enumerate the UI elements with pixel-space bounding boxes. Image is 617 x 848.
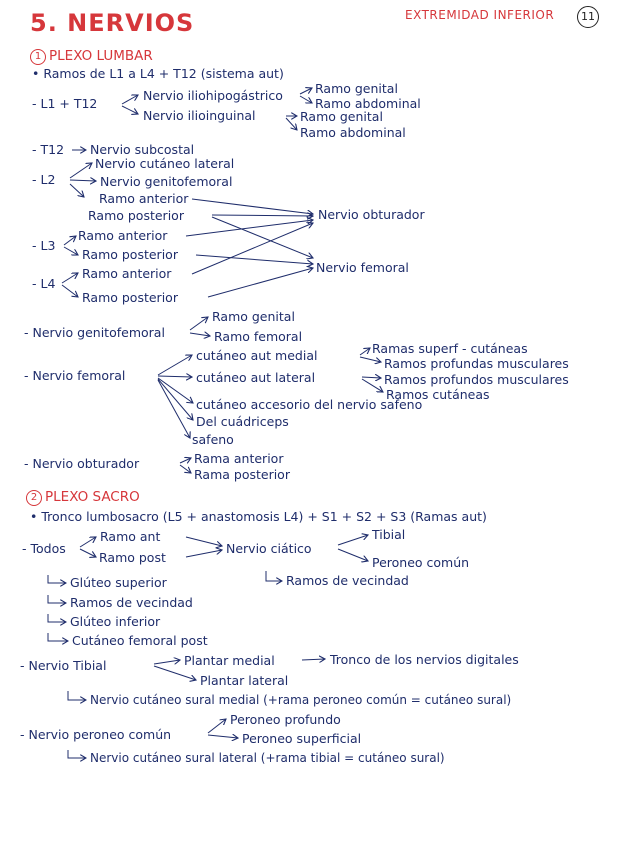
lateral-ramos-profundos: Ramos profundos musculares: [384, 372, 569, 387]
cutaneo-sural-medial: Nervio cutáneo sural medial (+rama peroneo común = cutáneo sural): [90, 693, 512, 707]
arrow: [80, 549, 96, 557]
nerve-femoral: Nervio femoral: [316, 260, 409, 275]
arrow: [208, 735, 238, 738]
branch-ramo-abdominal: Ramo abdominal: [315, 96, 421, 111]
arrow: [208, 719, 226, 733]
arrow: [186, 550, 222, 557]
page-title: 5. NERVIOS: [30, 9, 195, 37]
branch-ramo-abdominal: Ramo abdominal: [300, 125, 406, 140]
arrow: [338, 549, 368, 561]
nerve-genitofemoral-detail: - Nervio genitofemoral: [24, 325, 165, 340]
arrow: [158, 379, 193, 420]
branch-ramo-genital: Ramo genital: [315, 81, 398, 96]
l2-ramo-anterior: Ramo anterior: [99, 191, 189, 206]
arrow: [80, 537, 96, 547]
arrow: [212, 217, 313, 258]
femoral-cutaneo-accesorio: cutáneo accesorio del nervio safeno: [196, 397, 423, 412]
arrow: [190, 317, 208, 330]
arrow: [212, 215, 313, 216]
section-number-badge: 2: [26, 490, 42, 506]
peroneo-profundo: Peroneo profundo: [230, 712, 341, 727]
arrow: [68, 691, 86, 700]
gluteo-inferior: Glúteo inferior: [70, 614, 161, 629]
arrow: [192, 223, 313, 274]
femoral-safeno: safeno: [192, 432, 234, 447]
gf-ramo-femoral: Ramo femoral: [214, 329, 303, 344]
section-heading-lumbar: [30, 49, 153, 65]
page-number: 11: [577, 6, 599, 28]
arrow: [158, 380, 190, 438]
lumbar-intro: • Ramos de L1 a L4 + T12 (sistema aut): [32, 66, 284, 81]
arrow: [302, 659, 325, 660]
root-t12: - T12: [32, 142, 65, 157]
arrow: [186, 220, 313, 236]
sacro-intro: • Tronco lumbosacro (L5 + anastomosis L4) + S1 + S2 + S3 (Ramas aut): [30, 509, 487, 524]
subject-header: EXTREMIDAD INFERIOR: [405, 8, 555, 22]
nerve-genitofemoral: Nervio genitofemoral: [100, 174, 233, 189]
arrow: [190, 333, 210, 336]
cutaneo-femoral-post: Cutáneo femoral post: [72, 633, 208, 648]
arrow: [158, 376, 192, 377]
arrow: [64, 236, 76, 245]
arrow: [360, 357, 381, 362]
arrow: [180, 458, 191, 463]
l4-ramo-posterior: Ramo posterior: [82, 290, 178, 305]
arrow: [158, 355, 192, 375]
arrow: [62, 273, 78, 283]
ciatico-tibial: Tibial: [372, 527, 406, 542]
medial-ramas-superf: Ramas superf - cutáneas: [372, 341, 528, 356]
l2-ramo-posterior: Ramo posterior: [88, 208, 184, 223]
arrow: [68, 750, 86, 758]
arrow: [122, 95, 138, 104]
arrow: [70, 184, 84, 197]
root-l1-t12: - L1 + T12: [32, 96, 98, 111]
femoral-cutaneo-aut-medial: cutáneo aut medial: [196, 348, 318, 363]
femoral-cutaneo-aut-lateral: cutáneo aut lateral: [196, 370, 316, 385]
branch-ramo-genital: Ramo genital: [300, 109, 383, 124]
arrow: [154, 666, 196, 680]
arrow: [64, 247, 78, 255]
arrow: [70, 180, 96, 181]
section-heading-sacro: [26, 490, 140, 506]
arrow: [48, 614, 66, 622]
ciatico-ramos-vecindad: Ramos de vecindad: [286, 573, 409, 588]
ciatico-peroneo-comun: Peroneo común: [372, 555, 470, 570]
arrow: [338, 535, 368, 545]
nerve-iliohipogastrico: Nervio iliohipogástrico: [143, 88, 283, 103]
arrow: [192, 199, 313, 214]
nerve-cutaneo-lateral: Nervio cutáneo lateral: [95, 156, 235, 171]
l4-ramo-anterior: Ramo anterior: [82, 266, 172, 281]
section-heading-text: PLEXO LUMBAR: [49, 48, 153, 64]
sacro-ramo-post: Ramo post: [99, 550, 166, 565]
arrow: [180, 465, 191, 473]
femoral-cuadriceps: Del cuádriceps: [196, 414, 289, 429]
peroneo-superficial: Peroneo superficial: [242, 731, 362, 746]
lateral-ramos-cutaneas: Ramos cutáneas: [386, 387, 490, 402]
todos-label: - Todos: [22, 541, 66, 556]
tronco-nervios-digitales: Tronco de los nervios digitales: [330, 652, 519, 667]
arrow: [48, 595, 66, 603]
arrow: [154, 660, 180, 664]
arrow: [266, 571, 282, 581]
nerve-ilioinguinal: Nervio ilioinguinal: [143, 108, 256, 123]
arrow: [70, 163, 92, 178]
arrow: [360, 348, 370, 355]
arrow: [362, 377, 381, 378]
tibial-plantar-lateral: Plantar lateral: [200, 673, 289, 688]
sacro-ramo-ant: Ramo ant: [100, 529, 161, 544]
arrow: [158, 378, 193, 403]
nerve-femoral-detail: - Nervio femoral: [24, 368, 126, 383]
arrow: [300, 96, 312, 103]
root-l2: - L2: [32, 172, 56, 187]
arrow: [286, 118, 297, 130]
ramos-vecindad: Ramos de vecindad: [70, 595, 193, 610]
nerve-obturador: Nervio obturador: [318, 207, 425, 222]
l3-ramo-anterior: Ramo anterior: [78, 228, 168, 243]
nerve-tibial-detail: - Nervio Tibial: [20, 658, 107, 673]
section-number-badge: 1: [30, 49, 46, 65]
nerve-obturador-detail: - Nervio obturador: [24, 456, 140, 471]
gf-ramo-genital: Ramo genital: [212, 309, 295, 324]
gluteo-superior: Glúteo superior: [70, 575, 167, 590]
section-heading-text: PLEXO SACRO: [45, 489, 140, 505]
root-l3: - L3: [32, 238, 56, 253]
l3-ramo-posterior: Ramo posterior: [82, 247, 178, 262]
arrow: [48, 633, 68, 641]
root-l4: - L4: [32, 276, 56, 291]
arrow: [186, 537, 222, 546]
arrow: [122, 106, 138, 114]
arrow: [62, 285, 78, 297]
cutaneo-sural-lateral: Nervio cutáneo sural lateral (+rama tibial = cutáneo sural): [90, 751, 445, 765]
nerve-subcostal: Nervio subcostal: [90, 142, 195, 157]
arrow: [208, 268, 313, 297]
obturador-rama-posterior: Rama posterior: [194, 467, 290, 482]
arrow: [48, 575, 66, 583]
arrow: [362, 379, 383, 392]
obturador-rama-anterior: Rama anterior: [194, 451, 284, 466]
medial-ramos-profundas: Ramos profundas musculares: [384, 356, 569, 371]
tibial-plantar-medial: Plantar medial: [184, 653, 275, 668]
arrow: [300, 88, 312, 94]
nerve-ciatico: Nervio ciático: [226, 541, 312, 556]
nerve-peroneo-comun-detail: - Nervio peroneo común: [20, 727, 172, 742]
arrow: [196, 255, 313, 264]
